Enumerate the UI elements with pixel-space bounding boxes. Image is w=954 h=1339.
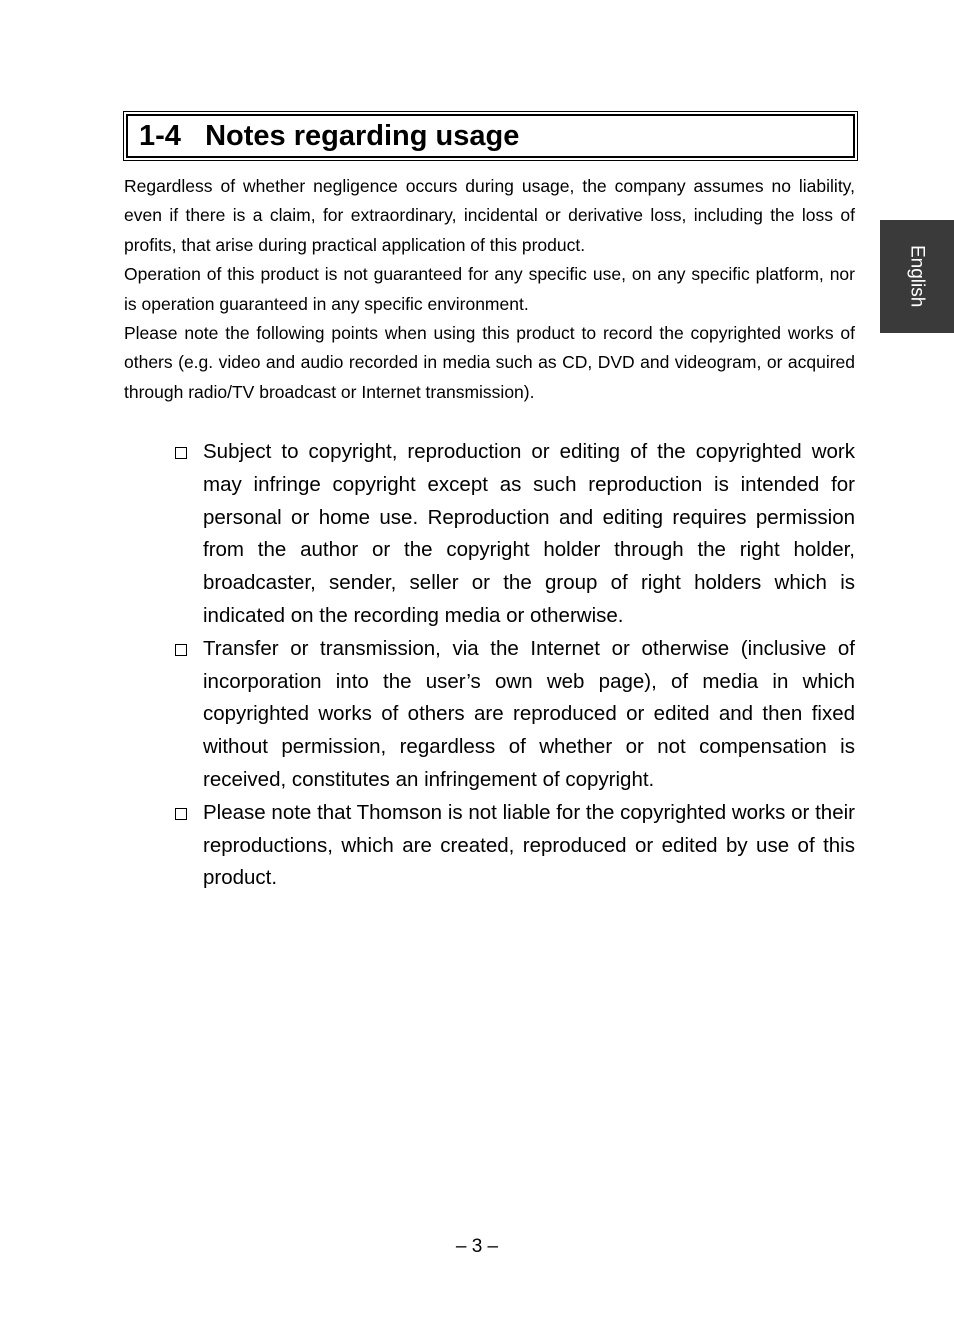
intro-paragraph-copyright: Please note the following points when using this product to record the copyrighted works of others (e.g. video and audio recorded in media such as CD, DVD and videogram, or acquired through radio/TV broadcast or Internet transmission). — [124, 323, 855, 402]
page-number: – 3 – — [455, 1236, 499, 1257]
section-heading-box — [123, 111, 858, 161]
checkbox-bullet-icon — [175, 808, 187, 820]
section-heading-inner-frame — [126, 114, 855, 158]
list-item-text: Please note that Thomson is not liable for the copyrighted works or their reproductions, which are created, reproduced or edited by use of this product. — [203, 800, 855, 890]
intro-paragraph-operation: Operation of this product is not guaranteed for any specific use, on any specific platform, nor is operation guaranteed in any specific environment. — [124, 264, 855, 314]
list-item — [175, 633, 855, 797]
list-item-text: Subject to copyright, reproduction or editing of the copyrighted work may infringe copyright except as such reproduction is intended for personal or home use. Reproduction and editing requires permission from the author or the copyright holder through the right holder, broadcaster, sender, seller or the group of right holders which is indicated on the recording media or otherwise. — [203, 440, 855, 627]
intro-paragraph-liability: Regardless of whether negligence occurs during usage, the company assumes no liability, even if there is a claim, for extraordinary, incidental or derivative loss, including the loss of profits, that arise during practical application of this product. — [124, 176, 855, 255]
section-title: 1-4 Notes regarding usage — [139, 119, 520, 152]
list-item — [175, 797, 855, 895]
list-item — [175, 436, 855, 633]
intro-text — [124, 172, 855, 407]
language-tab-label: English — [906, 245, 928, 308]
checkbox-bullet-icon — [175, 447, 187, 459]
checkbox-bullet-icon — [175, 644, 187, 656]
copyright-notes-list — [175, 436, 855, 895]
list-item-text: Transfer or transmission, via the Internet or otherwise (inclusive of incorporation into the user’s own web page), of media in which copyrighted works of others are reproduced or edited and then fixed without permission, regardless of whether or not compensation is received, constitutes an infringement of copyright. — [203, 636, 855, 791]
language-tab — [880, 220, 954, 333]
